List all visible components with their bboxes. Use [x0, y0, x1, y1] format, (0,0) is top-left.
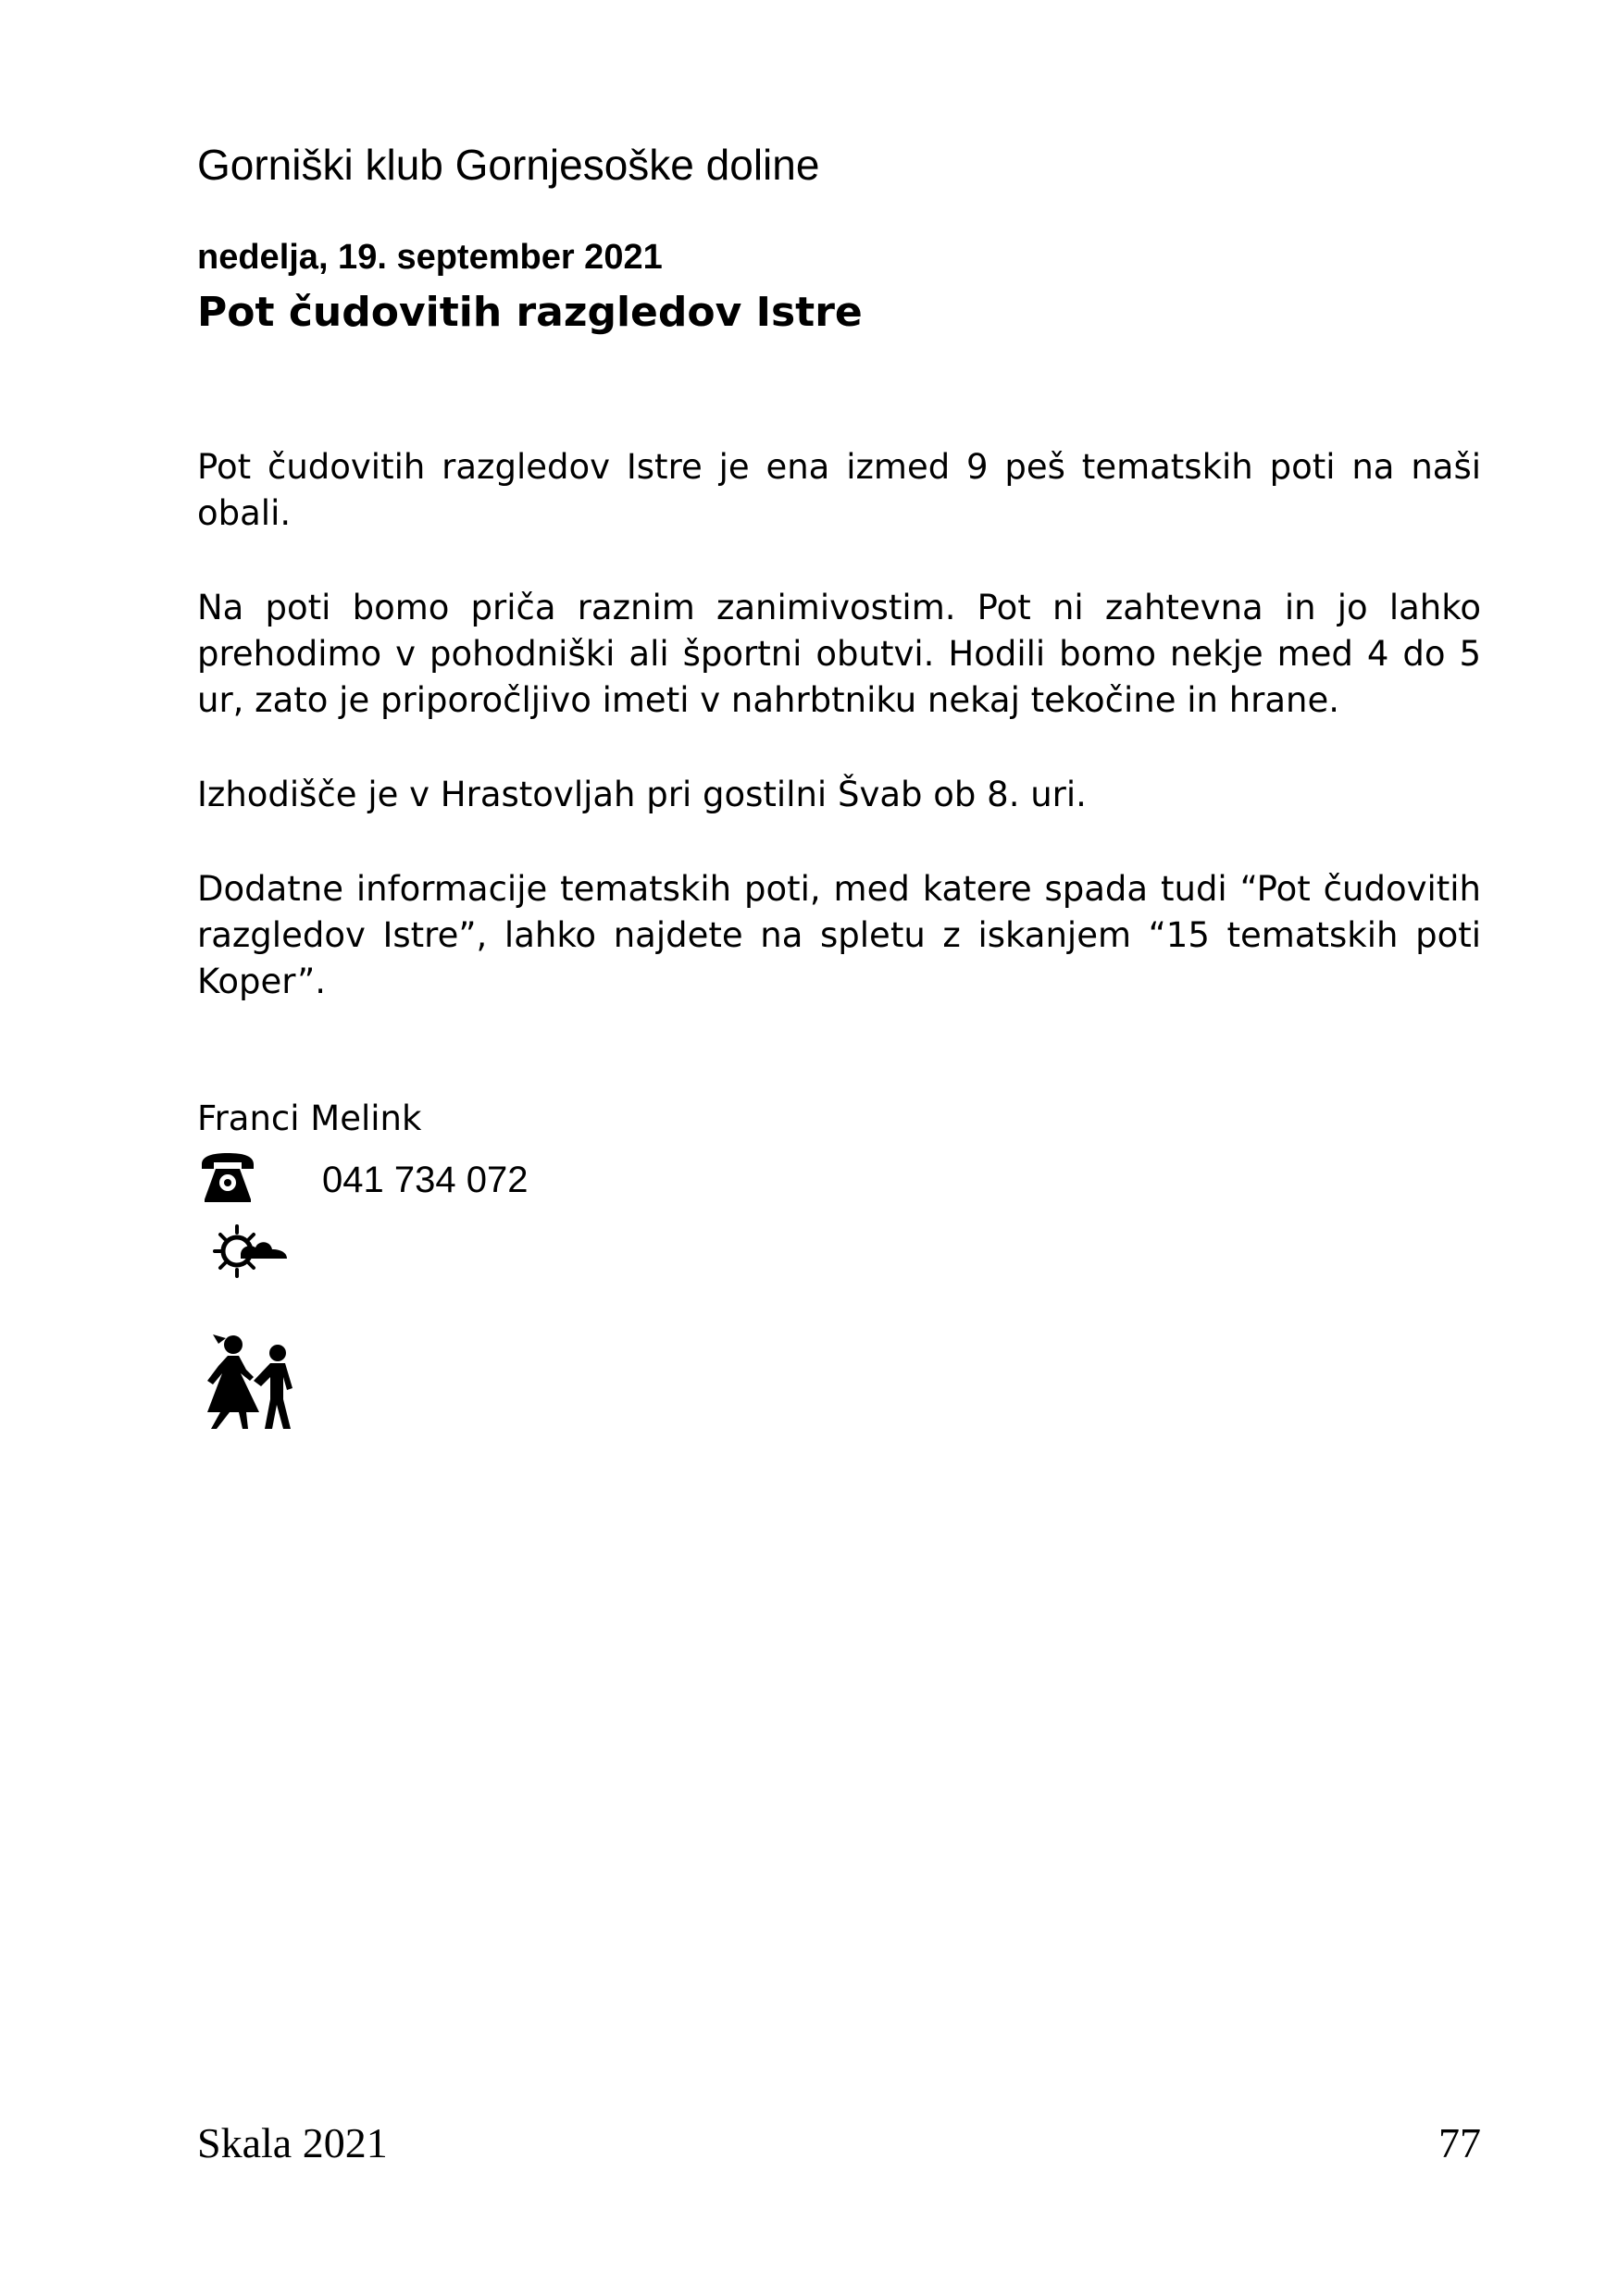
footer-publication: Skala 2021 — [197, 2119, 388, 2166]
paragraph-start: Izhodišče je v Hrastovljah pri gostilni Švab ob 8. uri. — [197, 775, 1087, 814]
paragraph-route: Na poti bomo priča raznim zanimivostim. Pot ni zahtevna in jo lahko prehodimo v pohodniški ali športni obutvi. Hodili bomo nekje med 4 do 5 ur, zato je priporočljivo imeti v nahrbtniku nekaj tekočine in hrane. — [197, 588, 1481, 720]
event-title: Pot čudovitih razgledov Istre — [197, 289, 863, 336]
article-body — [197, 444, 1481, 1053]
telephone-icon — [199, 1151, 256, 1203]
phone-number: 041 734 072 — [322, 1160, 529, 1200]
hikers-icon — [194, 1333, 309, 1431]
sun-cloud-icon — [213, 1223, 291, 1279]
paragraph-info: Dodatne informacije tematskih poti, med katere spada tudi “Pot čudovitih razgledov Istre”, lahko najdete na spletu z iskanjem “15 tematskih poti Koper”. — [197, 869, 1481, 1001]
contact-name: Franci Melink — [197, 1098, 422, 1138]
event-date: nedelja, 19. september 2021 — [197, 238, 663, 277]
page-number: 77 — [1438, 2119, 1481, 2166]
paragraph-intro: Pot čudovitih razgledov Istre je ena izmed 9 peš tematskih poti na naši obali. — [197, 447, 1481, 533]
club-name: Gorniški klub Gornjesoške doline — [197, 141, 820, 189]
